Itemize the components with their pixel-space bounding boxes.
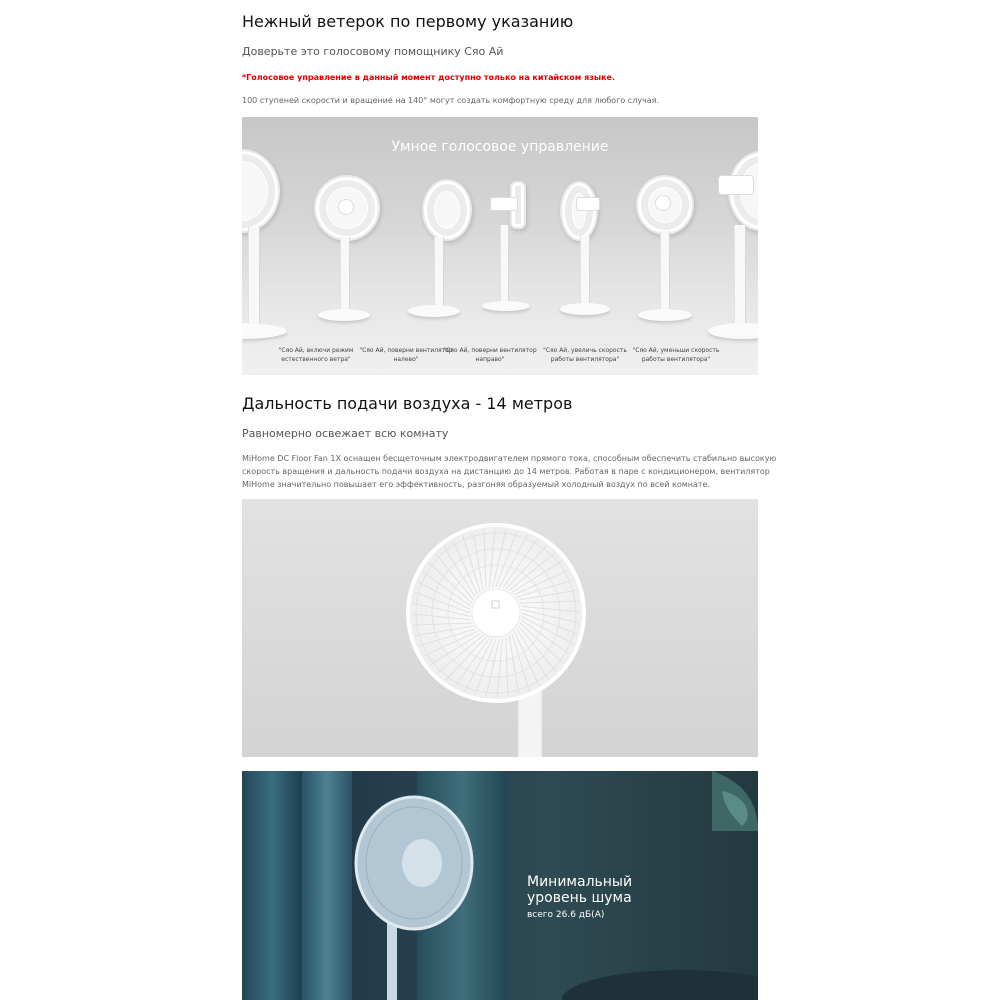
language-warning-note: *Голосовое управление в данный момент доступно только на китайском языке. [242, 73, 615, 82]
voice-caption-natural-wind: "Сяо Ай, включи режим естественного ветра" [278, 347, 354, 363]
motor-description-line: скорость вращения и дальность подачи воздуха на дистанцию до 14 метров. Работая в паре с кондиционером, вентилятор [242, 467, 770, 476]
voice-caption-turn-right: "Сяо Ай, поверни вентилятор направо" [443, 347, 537, 363]
noise-level-value: всего 26.6 дБ(А) [527, 910, 605, 920]
voice-caption-speed-up: "Сяо Ай, увеличь скорость работы вентилятора" [543, 347, 627, 363]
fan-closeup-drawing [242, 499, 758, 757]
speed-description: 100 ступеней скорости и вращение на 140° могут создать комфортную среду для любого случая. [242, 96, 660, 105]
section-title-range: Дальность подачи воздуха - 14 метров [242, 394, 573, 413]
voice-control-image [242, 117, 758, 375]
night-fan-drawing [242, 771, 758, 1000]
quiet-mode-title-line2: уровень шума [527, 890, 632, 906]
section-subtitle-room: Равномерно освежает всю комнату [242, 427, 449, 440]
quiet-mode-title [527, 874, 632, 906]
motor-description [242, 452, 782, 491]
quiet-mode-image [242, 771, 758, 1000]
motor-description-line: MiHome DC Floor Fan 1X оснащен бесщеточным электродвигателем прямого тока, способным обеспечить стабильно высокую [242, 454, 777, 463]
voice-caption-speed-down: "Сяо Ай, уменьши скорость работы вентилятора" [632, 347, 720, 363]
voice-caption-turn-left: "Сяо Ай, поверни вентилятор налево" [359, 347, 453, 363]
voice-panel-title: Умное голосовое управление [391, 139, 609, 155]
motor-description-line: MiHome значительно повышает его эффективность, разгоняя образуемый холодный воздух по всей комнате. [242, 480, 711, 489]
section-title-breeze: Нежный ветерок по первому указанию [242, 12, 574, 31]
section-subtitle-assistant: Доверьте это голосовому помощнику Сяо Ай [242, 45, 504, 58]
fan-closeup-image [242, 499, 758, 757]
quiet-mode-title-line1: Минимальный [527, 874, 633, 890]
